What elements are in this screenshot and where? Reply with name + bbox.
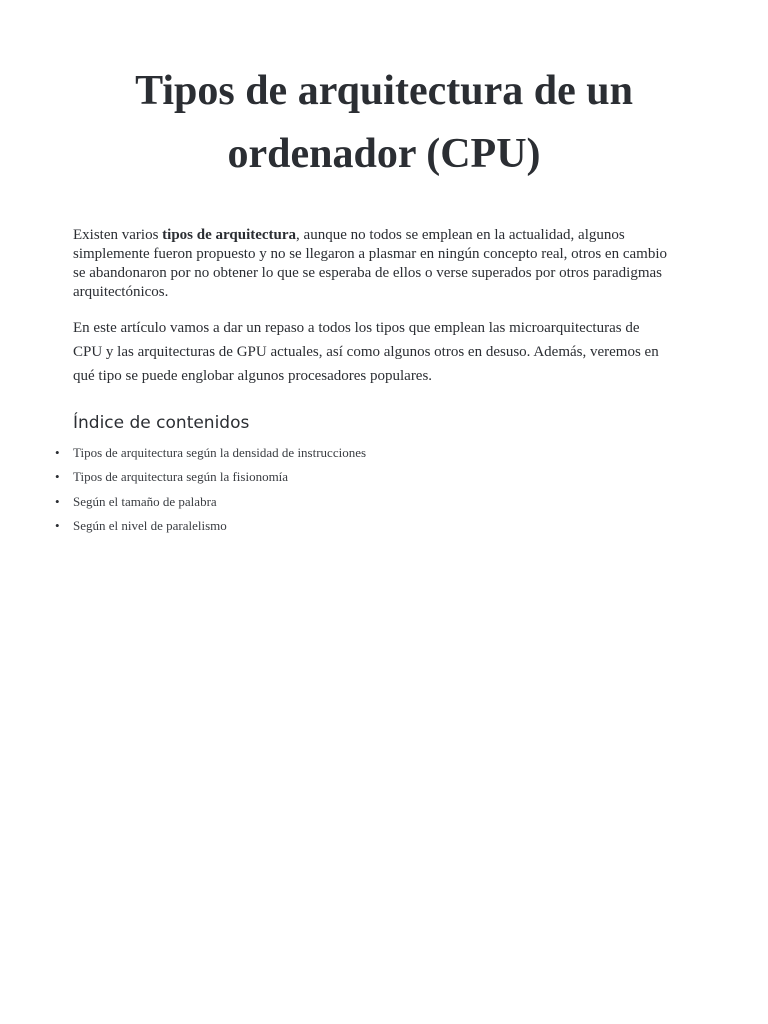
toc-link-paralelismo[interactable]: Según el nivel de paralelismo xyxy=(73,517,227,533)
paragraph-line: CPU y las arquitecturas de GPU actuales, así como algunos otros en desuso. Además, veremos en xyxy=(73,344,659,360)
toc-item xyxy=(55,514,366,538)
overview-paragraph xyxy=(73,316,693,388)
toc-link-densidad[interactable]: Tipos de arquitectura según la densidad de instrucciones xyxy=(73,445,367,460)
paragraph-text: Existen varios xyxy=(73,227,163,243)
bullet-icon: • xyxy=(55,493,60,509)
page-title xyxy=(0,60,768,186)
intro-paragraph xyxy=(73,226,693,302)
bullet-icon: • xyxy=(55,469,60,485)
paragraph-line: se abandonaron por no obtener lo que se esperaba de ellos o verse superados por otros paradigmas xyxy=(73,265,662,281)
title-line: Tipos de arquitectura de un xyxy=(135,68,633,114)
bold-term: tipos de arquitectura xyxy=(162,227,297,243)
paragraph-line: qué tipo se puede englobar algunos procesadores populares. xyxy=(73,368,433,384)
paragraph-line: En este artículo vamos a dar un repaso a todos los tipos que emplean las microarquitecturas de xyxy=(73,320,640,336)
paragraph-text: , aunque no todos se emplean en la actualidad, algunos xyxy=(296,227,625,243)
toc-list xyxy=(55,441,367,538)
title-line: ordenador (CPU) xyxy=(227,131,541,177)
toc-item xyxy=(55,490,366,514)
toc-link-fisionomia[interactable]: Tipos de arquitectura según la fisionomía xyxy=(73,469,289,485)
paragraph-line: simplemente fueron propuesto y no se llegaron a plasmar en ningún concepto real, otros en cambio xyxy=(73,246,667,262)
paragraph-line xyxy=(73,226,693,245)
toc-item xyxy=(55,441,367,465)
toc-item xyxy=(55,465,366,489)
toc-heading: Índice de contenidos xyxy=(73,413,250,433)
bullet-icon: • xyxy=(55,445,60,460)
bullet-icon: • xyxy=(55,517,60,533)
paragraph-line: arquitectónicos. xyxy=(73,284,169,300)
toc-link-palabra[interactable]: Según el tamaño de palabra xyxy=(73,493,217,509)
